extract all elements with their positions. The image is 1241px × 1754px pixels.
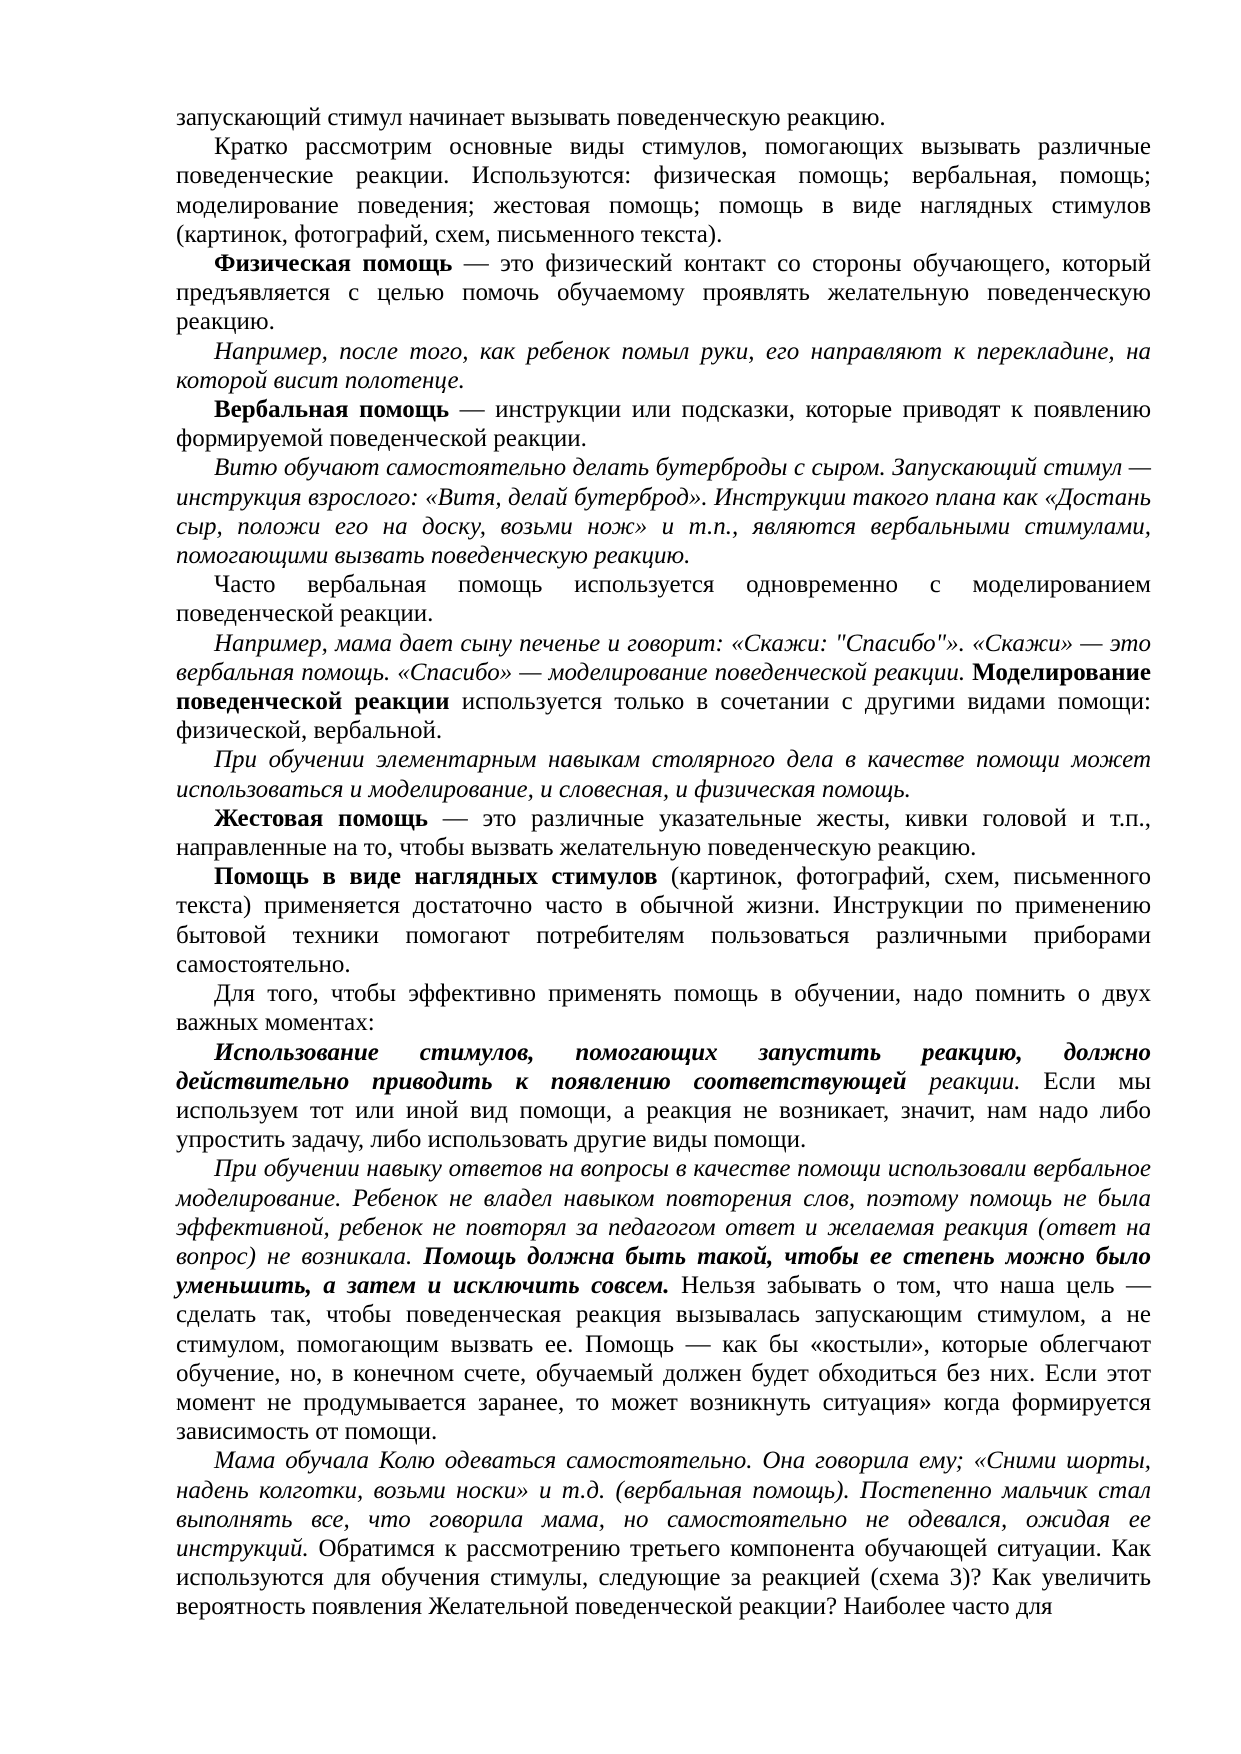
text-run: Обратимся к рассмотрению третьего компонента обучающей ситуации. Как используются для обучения стимулы, следующие за реакцией (схема 3)? Как увеличить вероятность появления Желательной поведенческой реакции? Наиболее часто для — [176, 1534, 1151, 1621]
text-run: Витю обучают самостоятельно делать бутерброды с сыром. Запускающий стимул — инструкция взрослого: «Витя, делай бутерброд». Инструкции такого плана как «Достань сыр, положи его на доску, возьми нож» и т.п., являются вербальными стимулами, помогающими вызвать поведенческую реакцию. — [176, 454, 1151, 570]
paragraph — [176, 745, 1151, 803]
paragraph — [176, 132, 1151, 249]
paragraph — [176, 453, 1151, 570]
text-run: Для того, чтобы эффективно применять помощь в обучении, надо помнить о двух важных моментах: — [176, 980, 1151, 1037]
text-run: запускающий стимул начинает вызывать поведенческую реакцию. — [176, 104, 886, 131]
paragraph — [176, 249, 1151, 337]
paragraph — [176, 862, 1151, 979]
paragraph — [176, 1154, 1151, 1446]
paragraph — [176, 629, 1151, 746]
text-run: реакции. — [929, 1067, 1021, 1095]
paragraph — [176, 804, 1151, 862]
text-run: Использование стимулов, помогающих запустить реакцию, должно действительно приводить к появлению соответствующей — [176, 1038, 1151, 1095]
text-run: (картинок, фотографий, схем, письменного текста) применяется достаточно часто в обычной жизни. Инструкции по применению бытовой техники помогают потребителям пользоваться различными приборами самостоятельно. — [176, 863, 1151, 978]
text-run: Нельзя забывать о том, что наша цель — сделать так, чтобы поведенческая реакция вызывалась запускающим стимулом, а не стимулом, помогающим вызвать ее. Помощь — как бы «костыли», которые облегчают обучение, но, в конечном счете, обучаемый должен будет обходиться без них. Если этот момент не продумывается заранее, то может возникнуть ситуация» когда формируется зависимость от помощи. — [176, 1272, 1151, 1446]
text-run: — инструкции или подсказки, которые приводят к появлению формируемой поведенческой реакции. — [176, 396, 1151, 453]
text-run: Физическая помощь — [214, 250, 453, 278]
paragraph — [176, 337, 1151, 395]
text-run: — это различные указательные жесты, кивки головой и т.п., направленные на то, чтобы вызвать желательную поведенческую реакцию. — [176, 804, 1151, 862]
text-run: Часто вербальная помощь используется одновременно с моделированием поведенческой реакции. — [176, 571, 1151, 628]
text-run: — это физический контакт со стороны обучающего, который предъявляется с целью помочь обучаемому проявлять желательную поведенческую реакцию. — [176, 250, 1151, 336]
text-run: Помощь в виде наглядных стимулов — [214, 863, 658, 891]
text-run: Моделирование поведенческой реакции — [176, 658, 1151, 716]
text-run: Помощь должна быть такой, чтобы ее степень можно было уменьшить, а затем и исключить совсем. — [176, 1242, 1151, 1300]
paragraph — [176, 1038, 1151, 1155]
text-run: Жестовая помощь — [214, 804, 428, 832]
text-run: Мама обучала Колю одеваться самостоятельно. Она говорила ему; «Сними шорты, надень колготки, возьми носки» и т.д. (вербальная помощь). Постепенно мальчик стал выполнять все, что говорила мама, но самостоятельно не одевался, ожидая ее инструкций. — [176, 1447, 1151, 1562]
paragraph — [176, 103, 1151, 132]
paragraph — [176, 979, 1151, 1037]
text-run: Если мы используем тот или иной вид помощи, а реакция не возникает, значит, нам надо либо упростить задачу, либо использовать другие виды помощи. — [176, 1067, 1151, 1154]
text-run: При обучении навыку ответов на вопросы в качестве помощи использовали вербальное моделирование. Ребенок не владел навыком повторения слов, поэтому помощь не была эффективной, ребенок не повторял за педагогом ответ и желаемая реакция (ответ на вопрос) не возникала. — [176, 1155, 1151, 1270]
paragraph — [176, 1446, 1151, 1621]
text-run: Например, после того, как ребенок помыл руки, его направляют к перекладине, на которой висит полотенце. — [176, 337, 1151, 394]
document-page-text — [176, 103, 1151, 1622]
paragraph — [176, 570, 1151, 628]
text-run: используется только в сочетании с другими видами помощи: физической, вербальной. — [176, 688, 1151, 745]
text-run: Например, мама дает сыну печенье и говорит: «Скажи: "Спасибо"». «Скажи» — это вербальная помощь. «Спасибо» — моделирование поведенческой реакции. — [176, 629, 1151, 686]
text-run: Вербальная помощь — [214, 396, 450, 424]
paragraph — [176, 395, 1151, 453]
text-run: Кратко рассмотрим основные виды стимулов, помогающих вызывать различные поведенческие реакции. Используются: физическая помощь; вербальная, помощь; моделирование поведения; жестовая помощь; помощь в виде наглядных стимулов (картинок, фотографий, схем, письменного текста). — [176, 133, 1151, 248]
text-run: При обучении элементарным навыкам столярного дела в качестве помощи может использоваться и моделирование, и словесная, и физическая помощь. — [176, 746, 1151, 803]
